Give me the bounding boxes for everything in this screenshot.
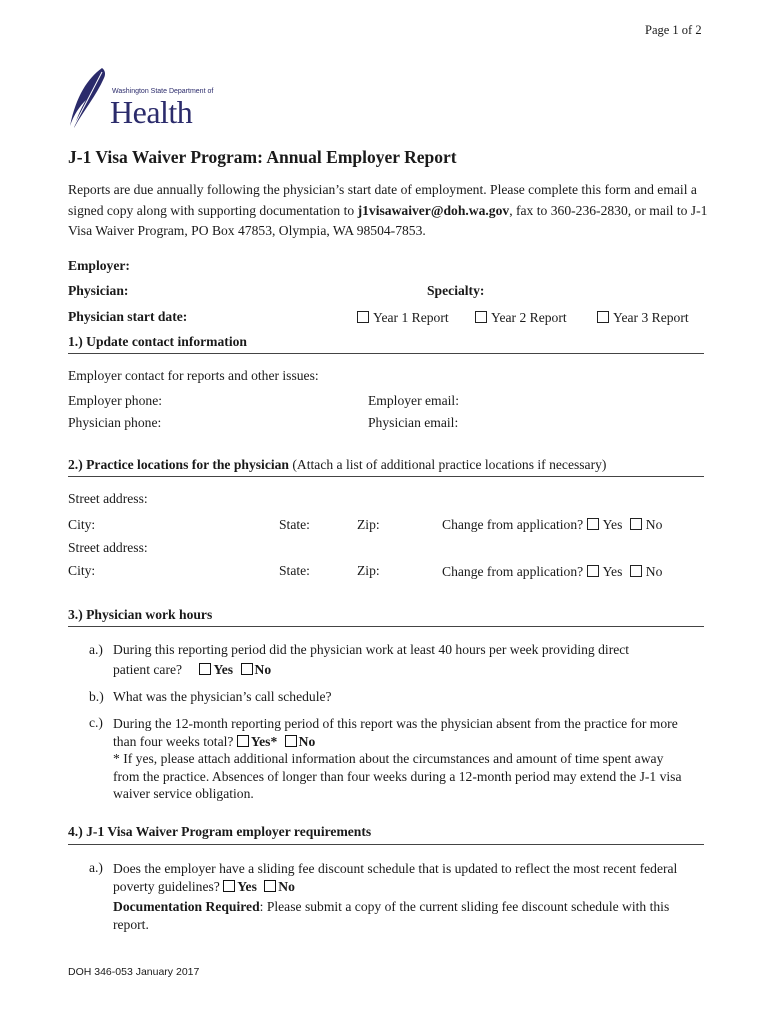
page-number: Page 1 of 2 [645, 23, 702, 37]
s3-c-no-checkbox[interactable] [285, 735, 297, 747]
change-yes-checkbox-2[interactable] [587, 565, 599, 577]
street-address-label-2: Street address: [68, 540, 148, 555]
change-no-label-1: No [645, 517, 663, 532]
s3-c-marker: c.) [89, 715, 103, 730]
employer-label: Employer: [68, 258, 130, 273]
section-4-rule [68, 844, 704, 845]
year-2-report-option[interactable] [475, 310, 567, 326]
city-label-1: City: [68, 517, 96, 532]
s3-a-no-label: No [254, 662, 272, 677]
s4-doc-text: : Please submit a copy of the current sliding fee discount schedule with this report. [113, 899, 670, 932]
section-3-rule [68, 626, 704, 627]
s4-documentation-note [113, 898, 683, 933]
s3-a-no-option[interactable] [241, 662, 272, 678]
section-3-title: 3.) Physician work hours [68, 607, 213, 622]
s3-a-question-end: patient care? [113, 662, 183, 677]
s4-a-block [113, 860, 683, 933]
zip-label-2: Zip: [357, 563, 380, 578]
employer-email-label: Employer email: [368, 393, 459, 408]
s3-c-yes-option[interactable] [237, 733, 277, 751]
physician-label: Physician: [68, 283, 129, 298]
s3-b-marker: b.) [89, 689, 104, 704]
s4-a-question: Does the employer have a sliding fee discount schedule that is updated to reflect the most recent federal poverty guidelines? [113, 861, 678, 894]
contact-intro: Employer contact for reports and other issues: [68, 368, 319, 383]
change-yes-label-1: Yes [602, 517, 623, 532]
s3-a-yes-checkbox[interactable] [199, 663, 211, 675]
specialty-label: Specialty: [427, 283, 485, 298]
s3-a-question: During this reporting period did the physician work at least 40 hours per week providing direct [113, 642, 630, 657]
submission-email[interactable]: j1visawaiver@doh.wa.gov [357, 202, 510, 218]
change-yes-option-2[interactable] [587, 564, 623, 580]
s4-a-yes-label: Yes [237, 878, 257, 894]
year-1-label: Year 1 Report [373, 310, 449, 325]
physician-phone-label: Physician phone: [68, 415, 162, 430]
intro-paragraph [68, 180, 708, 242]
s3-c-no-label: No [298, 733, 316, 749]
s4-a-yes-checkbox[interactable] [223, 880, 235, 892]
year-1-report-option[interactable] [357, 310, 449, 326]
section-1-title: 1.) Update contact information [68, 334, 247, 349]
s3-c-no-option[interactable] [285, 733, 316, 751]
change-no-option-2[interactable] [630, 564, 663, 580]
year-3-report-option[interactable] [597, 310, 689, 326]
change-no-checkbox-1[interactable] [630, 518, 642, 530]
s4-doc-label: Documentation Required [113, 899, 260, 914]
doh-logo [66, 66, 214, 132]
start-date-label: Physician start date: [68, 309, 188, 324]
s3-a-yes-label: Yes [213, 662, 234, 677]
year-2-label: Year 2 Report [491, 310, 567, 325]
section-1-rule [68, 353, 704, 354]
s3-a-no-checkbox[interactable] [241, 663, 253, 675]
s4-a-no-checkbox[interactable] [264, 880, 276, 892]
s4-a-no-option[interactable] [264, 878, 295, 896]
s3-a-marker: a.) [89, 642, 103, 657]
change-no-label-2: No [645, 564, 663, 579]
intro-text-1: Reports are due annually following the physician’s start date of employment. Please complete this form and email a signed copy along with supporting documentation to [68, 182, 697, 218]
logo-department: Washington State Department of [112, 88, 214, 95]
change-label-2: Change from application? [442, 564, 584, 579]
s3-c-block [113, 715, 688, 803]
section-2-note: (Attach a list of additional practice locations if necessary) [289, 457, 607, 472]
city-label-2: City: [68, 563, 96, 578]
footer-form-code: DOH 346-053 January 2017 [68, 966, 200, 978]
feather-icon [66, 66, 110, 132]
s3-a-answer-line [113, 662, 271, 678]
change-yes-checkbox-1[interactable] [587, 518, 599, 530]
zip-label-1: Zip: [357, 517, 380, 532]
change-yes-label-2: Yes [602, 564, 623, 579]
employer-phone-label: Employer phone: [68, 393, 163, 408]
year-2-checkbox[interactable] [475, 311, 487, 323]
s3-c-question: During the 12-month reporting period of this report was the physician absent from the practice for more than four weeks total? [113, 716, 678, 749]
s4-a-no-label: No [278, 878, 295, 894]
year-1-checkbox[interactable] [357, 311, 369, 323]
s4-a-marker: a.) [89, 860, 103, 875]
s3-c-note: * If yes, please attach additional information about the circumstances and amount of time spent away from the practice. Absences of longer than four weeks during a 12-month period may extend the J-1 visa waiver service obligation. [113, 751, 682, 801]
change-from-application-2 [442, 564, 662, 580]
intro-text-2: , fax to 360-236-2830, or mail to J-1 Visa Waiver Program, PO Box 47853, Olympia, WA 98504-7853. [68, 202, 708, 238]
s4-a-yes-option[interactable] [223, 878, 257, 896]
change-from-application-1 [442, 517, 662, 533]
change-label-1: Change from application? [442, 517, 584, 532]
change-no-option-1[interactable] [630, 517, 663, 533]
s3-a-yes-option[interactable] [199, 662, 233, 678]
logo-name: Health [110, 94, 193, 130]
form-title: J-1 Visa Waiver Program: Annual Employer Report [68, 147, 457, 167]
change-no-checkbox-2[interactable] [630, 565, 642, 577]
section-2-rule [68, 476, 704, 477]
s3-c-yes-checkbox[interactable] [237, 735, 249, 747]
section-4-title: 4.) J-1 Visa Waiver Program employer requirements [68, 824, 372, 839]
physician-email-label: Physician email: [368, 415, 459, 430]
section-2-heading [68, 457, 606, 473]
year-3-checkbox[interactable] [597, 311, 609, 323]
state-label-1: State: [279, 517, 310, 532]
year-3-label: Year 3 Report [613, 310, 689, 325]
s3-c-yes-label: Yes* [250, 733, 278, 749]
street-address-label-1: Street address: [68, 491, 148, 506]
section-2-title: 2.) Practice locations for the physician [68, 457, 289, 472]
s3-b-question: What was the physician’s call schedule? [113, 689, 332, 704]
change-yes-option-1[interactable] [587, 517, 623, 533]
state-label-2: State: [279, 563, 310, 578]
